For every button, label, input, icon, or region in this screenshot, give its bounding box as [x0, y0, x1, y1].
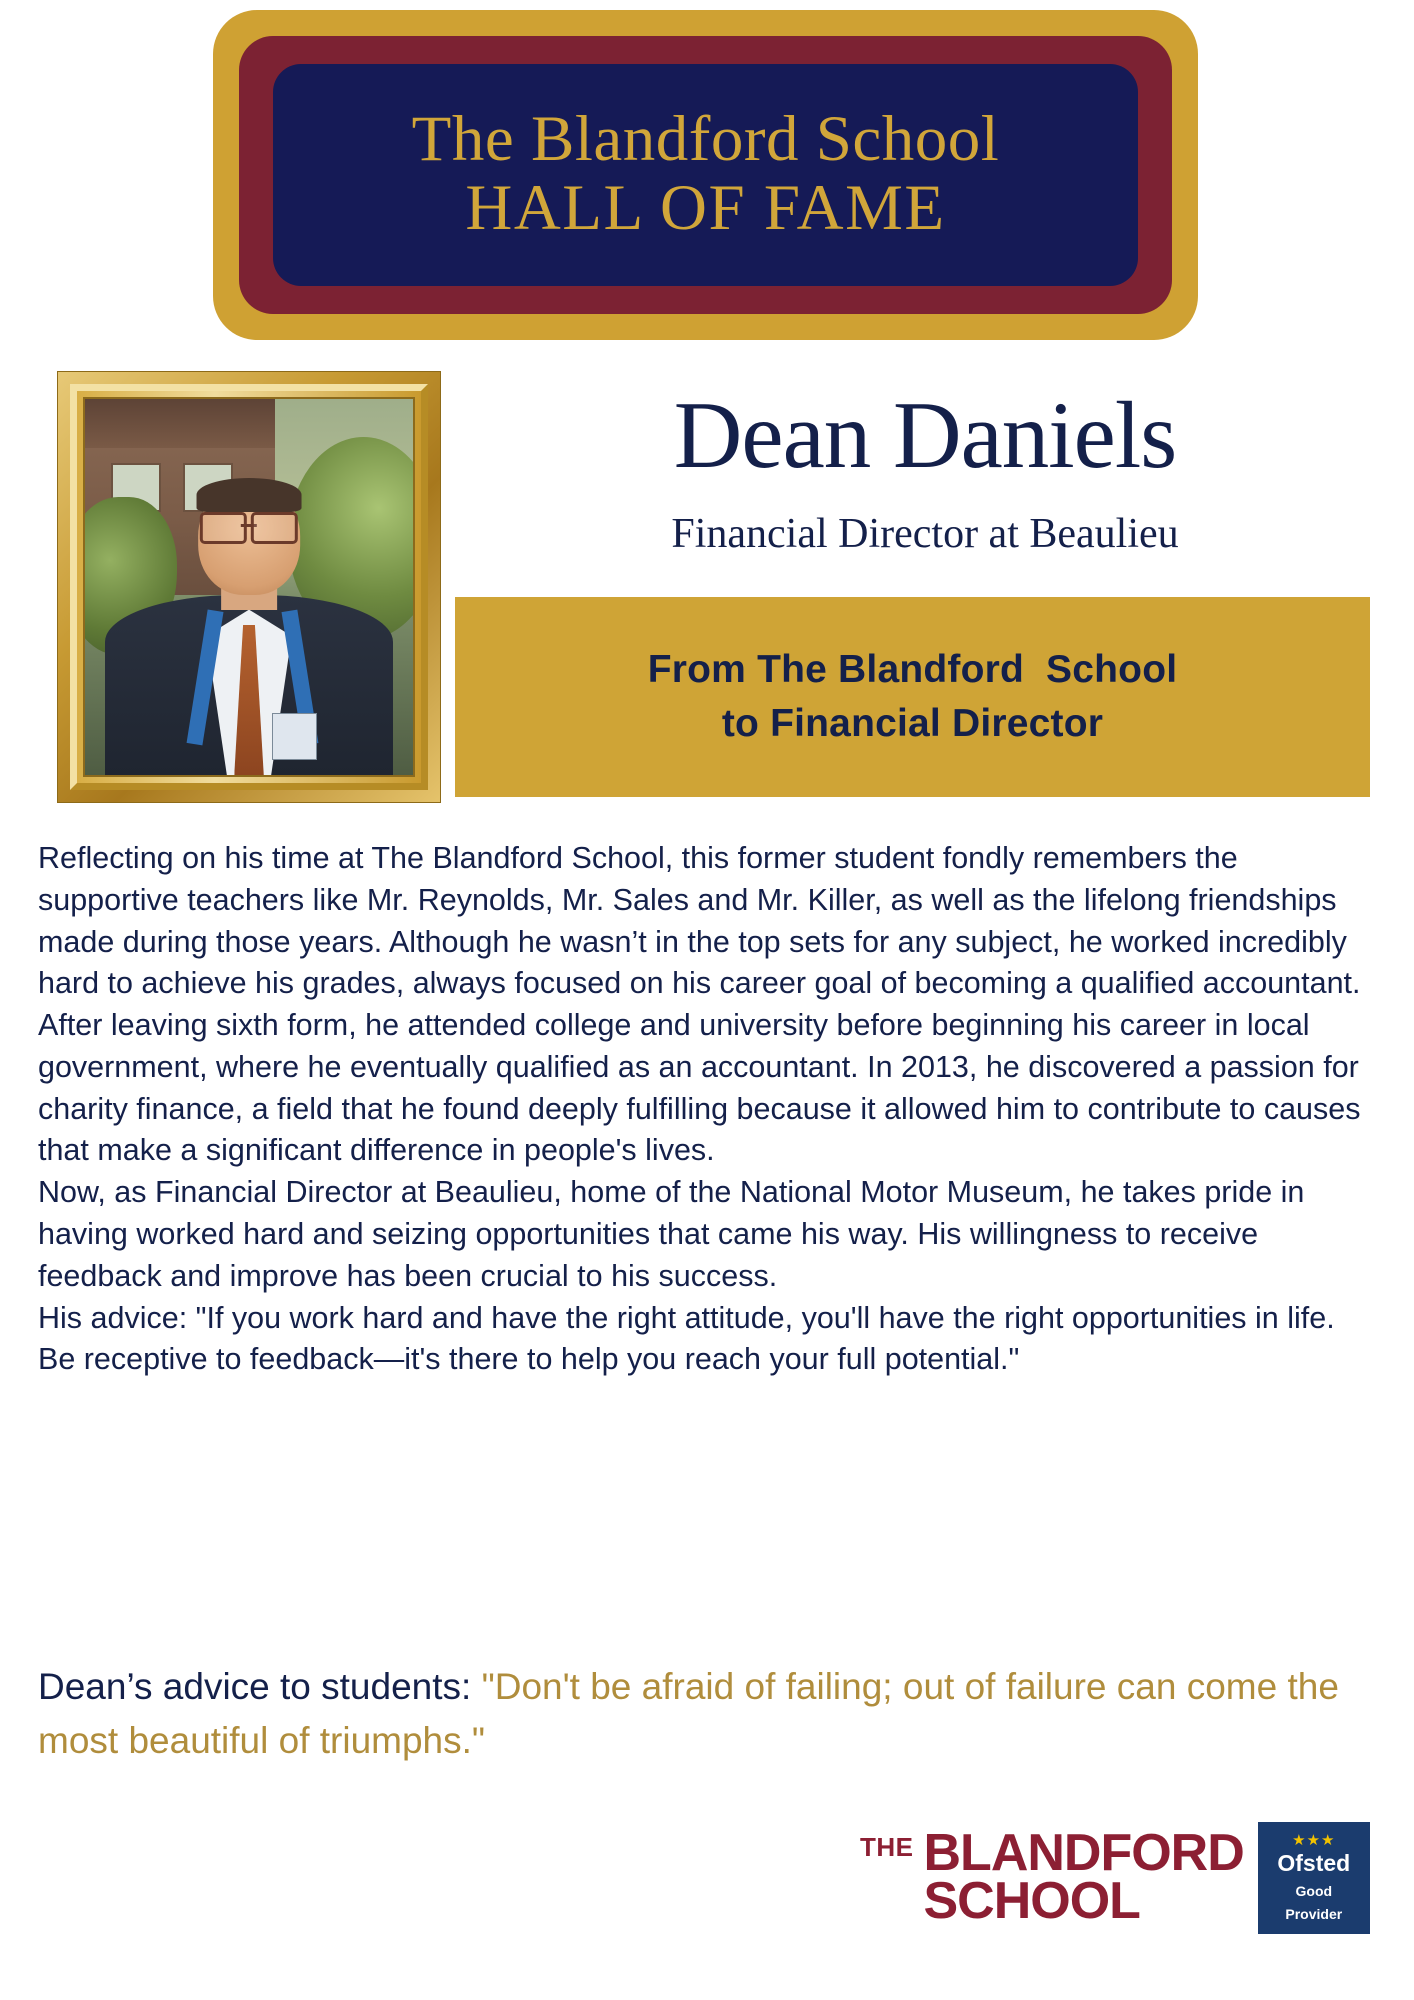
logo-wordmark — [923, 1823, 1244, 1930]
logo-word-blandford: BLANDFORD — [923, 1823, 1244, 1882]
advice-label: Dean’s advice to students: — [38, 1666, 482, 1707]
biography-paragraph: Now, as Financial Director at Beaulieu, home of the National Motor Museum, he takes pride in having worked hard and seizing opportunities that came his way. His willingness to receive feedback and improve has been crucial to his success. — [38, 1175, 1305, 1293]
photo-hair — [197, 478, 302, 512]
glasses-icon — [200, 512, 298, 538]
journey-strap — [455, 597, 1370, 797]
glasses-lens-right — [251, 512, 298, 544]
portrait-photo — [83, 397, 415, 777]
person-role: Financial Director at Beaulieu — [671, 511, 1179, 557]
biography-paragraph: Reflecting on his time at The Blandford School, this former student fondly remembers the supportive teachers like Mr. Reynolds, Mr. Sales and Mr. Killer, as well as the lifelong friendships made during those years. Although he wasn’t in the top sets for any subject, he worked incredibly hard to achieve his grades, always focused on his career goal of becoming a qualified accountant. — [38, 841, 1361, 1001]
ofsted-rating-line-2: Provider — [1285, 1905, 1343, 1922]
blandford-school-logo — [860, 1823, 1244, 1930]
banner-gold-border — [213, 10, 1198, 340]
journey-strap-line-2: to Financial Director — [721, 702, 1104, 745]
biography-paragraph: After leaving sixth form, he attended college and university before beginning his career in local government, where he eventually qualified as an accountant. In 2013, he discovered a passion for charity finance, a field that he found deeply fulfilling because it allowed him to contribute to causes that make a significant difference in people's lives. — [38, 1008, 1361, 1168]
ofsted-name: Ofsted — [1277, 1850, 1351, 1877]
portrait-frame-bevel — [70, 384, 428, 790]
logo-the: THE — [860, 1831, 914, 1862]
banner-title-line-1: The Blandford School — [411, 103, 1000, 176]
photo-roof — [85, 399, 275, 448]
page-title: Dean Daniels — [673, 382, 1177, 488]
banner-maroon-border — [239, 36, 1172, 314]
photo-id-badge — [272, 713, 317, 760]
logo-word-school: SCHOOL — [923, 1871, 1140, 1930]
ofsted-good-provider-badge — [1258, 1822, 1370, 1934]
ofsted-rating-line-1: Good — [1295, 1883, 1333, 1900]
journey-strap-line-1: From The Blandford School — [647, 648, 1178, 691]
footer-logos — [860, 1810, 1380, 1945]
biography-body — [38, 838, 1378, 1381]
portrait-frame — [58, 372, 440, 802]
glasses-lens-left — [200, 512, 247, 544]
advice-callout — [38, 1660, 1378, 1767]
advice-quote: "Don't be afraid of failing; out of failure can come the most beautiful of triumphs." — [38, 1666, 1339, 1761]
stars-icon: ★★★ — [1292, 1832, 1336, 1850]
biography-paragraph: His advice: "If you work hard and have the right attitude, you'll have the right opportunities in life. Be receptive to feedback—it's there to help you reach your full potential." — [38, 1300, 1335, 1377]
banner-title-line-2: HALL OF FAME — [465, 172, 946, 245]
hall-of-fame-banner — [213, 10, 1198, 340]
banner-navy-plaque — [273, 64, 1138, 286]
